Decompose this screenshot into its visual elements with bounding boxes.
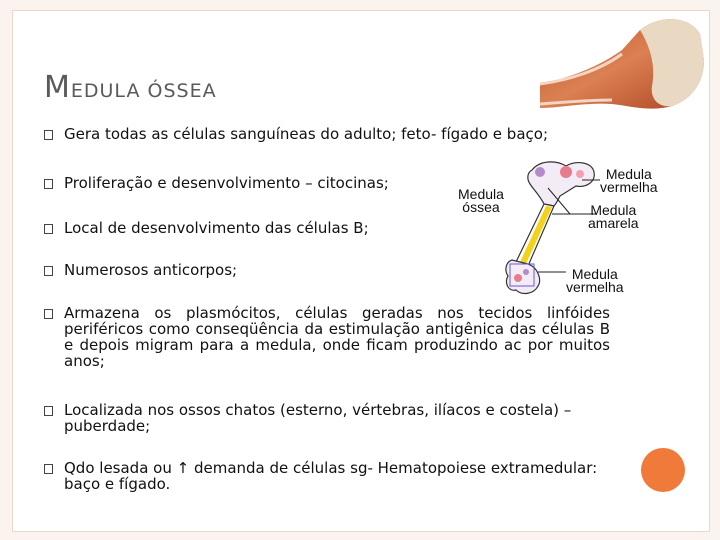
- up-arrow-icon: ↑: [176, 459, 190, 477]
- bullet-text: Localizada nos ossos chatos (esterno, vértebras, ilíacos e costela) – puberdade;: [64, 401, 572, 435]
- bullet-square-icon: [44, 130, 53, 140]
- bullet-text: Proliferação e desenvolvimento – citocinas;: [64, 174, 389, 192]
- bullet-item: [44, 175, 424, 191]
- bullet-item: [44, 402, 610, 434]
- bullet-square-icon: [44, 179, 53, 189]
- bullet-square-icon: [44, 464, 53, 474]
- bullet-item: [44, 305, 610, 369]
- bullet-item: [44, 220, 424, 236]
- decorative-accent-circle: [641, 448, 685, 492]
- bullet-text: Local de desenvolvimento das células B;: [64, 219, 369, 237]
- bullet-text: Armazena os plasmócitos, células geradas nos tecidos linfóides periféricos como conseqüência da estimulação antigênica das células B e depois migram para a medula, onde ficam produzindo ac por muitos anos;: [64, 304, 610, 370]
- bullet-square-icon: [44, 224, 53, 234]
- bullet-item: [44, 126, 604, 142]
- bullet-item: [44, 460, 610, 492]
- label-medula-vermelha-bottom: Medula vermelha: [566, 266, 624, 295]
- bullet-item: [44, 262, 424, 278]
- bullet-square-icon: [44, 309, 53, 319]
- label-medula-amarela: Medula amarela: [588, 202, 639, 231]
- label-medula-ossea: Medula óssea: [458, 186, 504, 215]
- page-title: MEDULA ÓSSEA: [44, 70, 217, 105]
- bullet-square-icon: [44, 406, 53, 416]
- yellow-marrow: [520, 206, 552, 264]
- bullet-text: Numerosos anticorpos;: [64, 261, 238, 279]
- bullet-square-icon: [44, 266, 53, 276]
- bullet-text: Gera todas as células sanguíneas do adulto; feto- fígado e baço;: [64, 125, 548, 143]
- label-medula-vermelha-top: Medula vermelha: [600, 166, 658, 195]
- bullet-text: Qdo lesada ou ↑ demanda de células sg- Hematopoiese extramedular: baço e fígado.: [64, 459, 598, 493]
- lower-epiphysis: [506, 260, 540, 293]
